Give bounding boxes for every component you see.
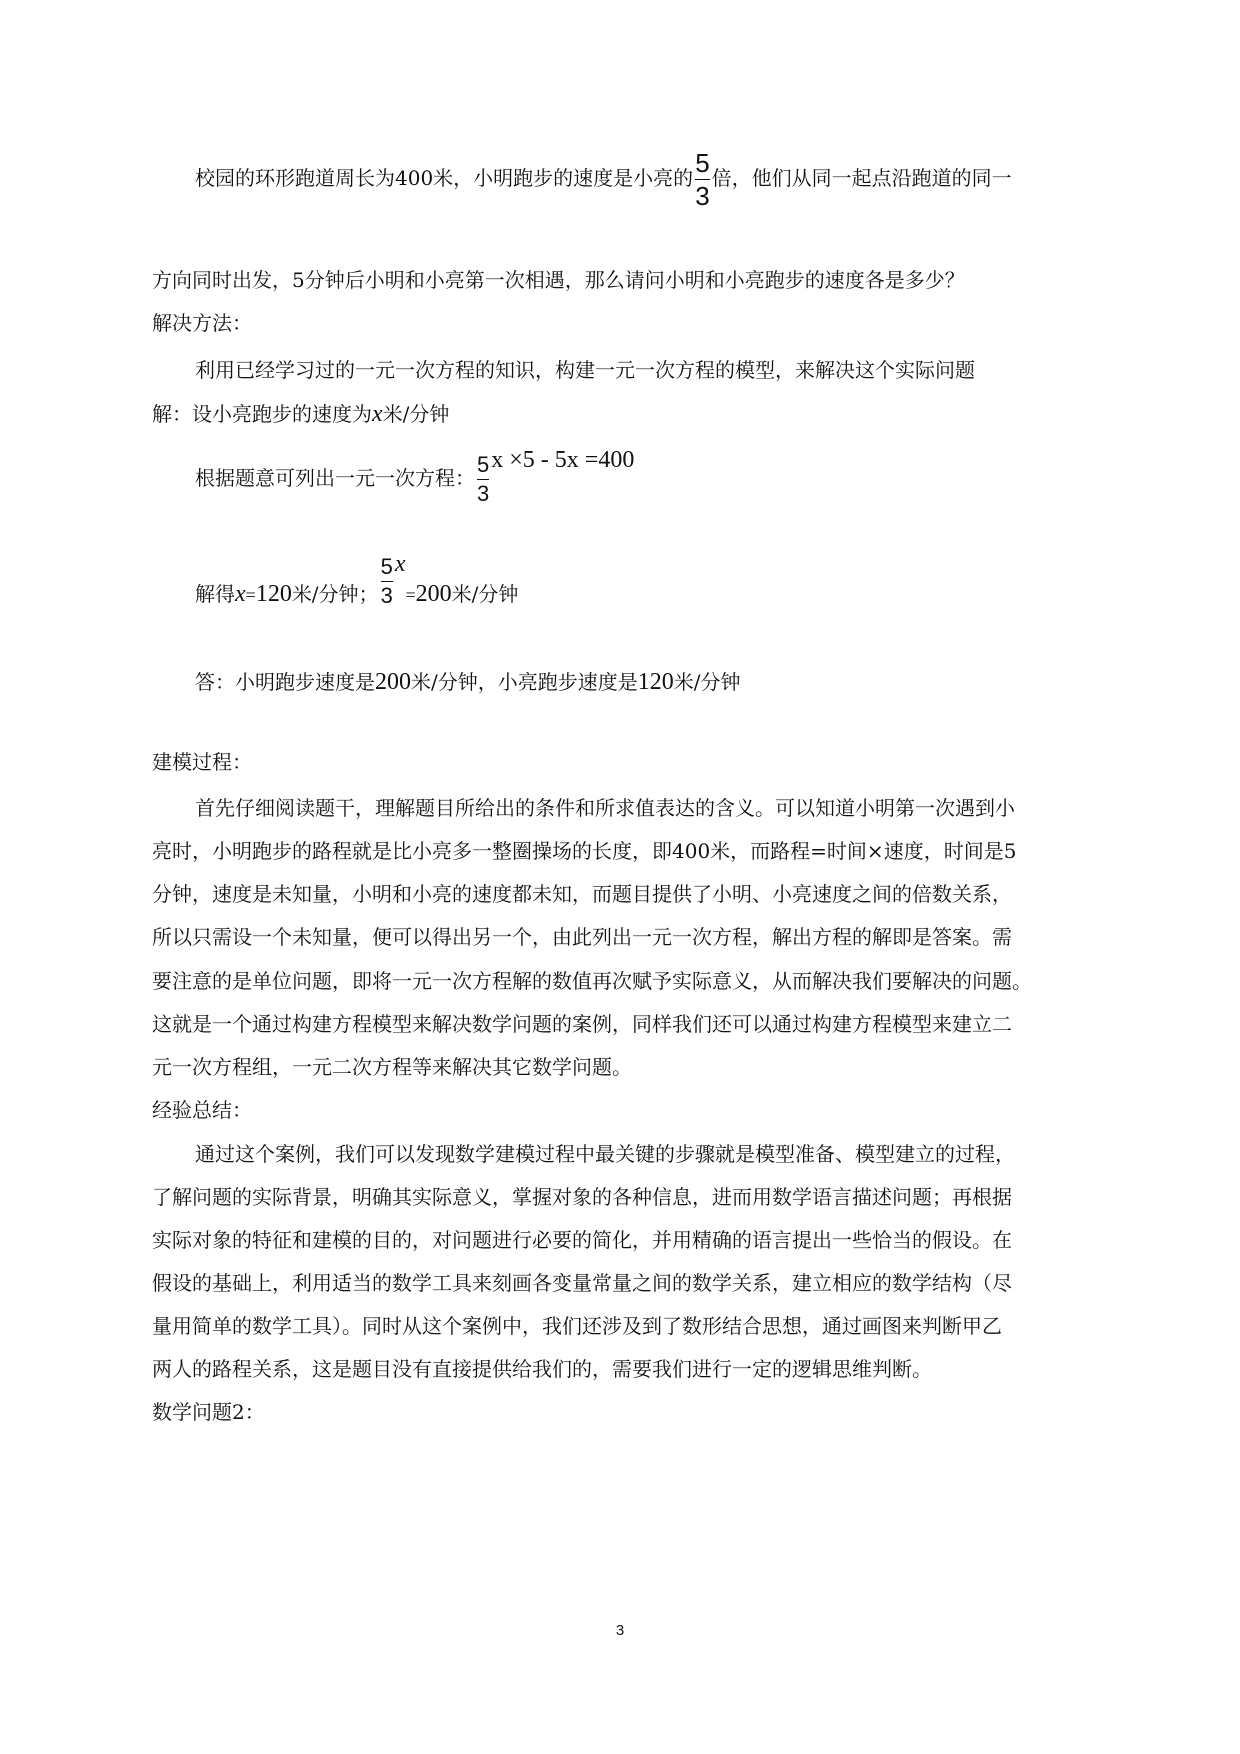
summary-line-3: 实际对象的特征和建模的目的，对问题进行必要的简化，并用精确的语言提出一些恰当的假设。在 (152, 1228, 1012, 1252)
problem-line-2: 方向同时出发，5分钟后小明和小亮第一次相遇，那么请问小明和小亮跑步的速度各是多少？ (152, 268, 965, 292)
page-number: 3 (615, 1622, 625, 1639)
method-text: 利用已经学习过的一元一次方程的知识，构建一元一次方程的模型，来解决这个实际问题 (195, 358, 975, 382)
ratio-denominator: 3 (695, 181, 710, 211)
modeling-line-2: 亮时，小明跑步的路程就是比小亮多一整圈操场的长度，即400米，而路程=时间×速度，时间是5 (152, 839, 1017, 863)
problem-text-b: 倍，他们从同一起点沿跑道的同一 (711, 166, 1012, 190)
equation-numerator: 5 (477, 452, 490, 477)
modeling-line-6: 这就是一个通过构建方程模型来解决数学问题的案例，同样我们还可以通过构建方程模型来建立二 (152, 1012, 1012, 1036)
summary-line-2: 了解问题的实际背景，明确其实际意义，掌握对象的各种信息，进而用数学语言描述问题；再根据 (152, 1185, 1012, 1209)
modeling-line-5: 要注意的是单位问题，即将一元一次方程解的数值再次赋予实际意义，从而解决我们要解决的问题。 (152, 969, 1032, 993)
summary-line-6: 两人的路程关系，这是题目没有直接提供给我们的，需要我们进行一定的逻辑思维判断。 (152, 1357, 932, 1381)
solve-text-b: 米/分钟； (291, 582, 379, 606)
solve-fraction-denominator: 3 (380, 583, 393, 608)
ratio-numerator: 5 (695, 148, 710, 178)
solution-set-line (152, 400, 449, 428)
modeling-line-1: 首先仔细阅读题干，理解题目所给出的条件和所求值表达的含义。可以知道小明第一次遇到小 (195, 796, 1015, 820)
summary-line-5: 量用简单的数学工具）。同时从这个案例中，我们还涉及到了数形结合思想，通过画图来判断甲乙 (152, 1314, 1002, 1338)
modeling-line-4: 所以只需设一个未知量，便可以得出另一个，由此列出一元一次方程，解出方程的解即是答案。需 (152, 925, 1012, 949)
answer-line (195, 664, 741, 700)
answer-text-a: 答：小明跑步速度是 (195, 670, 375, 694)
solution-set-text-b: 米/分钟 (382, 402, 450, 426)
solve-equals-2: = (405, 585, 416, 605)
solve-value-200: 200 (415, 581, 452, 607)
summary-heading: 经验总结： (152, 1098, 252, 1122)
answer-value-120: 120 (637, 669, 674, 695)
variable-x: x (372, 401, 383, 427)
equation-label: 根据题意可列出一元一次方程： (195, 466, 475, 490)
answer-text-b: 米/分钟，小亮跑步速度是 (411, 670, 638, 694)
solve-fraction-x: x (394, 551, 406, 577)
problem-line-1 (195, 148, 1012, 209)
solve-line (195, 551, 519, 633)
solve-fraction-numerator: 5 (380, 554, 393, 579)
modeling-heading: 建模过程： (152, 750, 252, 774)
answer-value-200: 200 (375, 669, 411, 695)
equation-denominator: 3 (477, 481, 490, 506)
solve-equals-1: = (245, 585, 256, 605)
solve-fraction (381, 556, 393, 607)
ratio-fraction (695, 150, 709, 209)
equation-line (195, 440, 634, 516)
next-problem-heading: 数学问题2： (152, 1400, 265, 1424)
problem-text-a: 校园的环形跑道周长为400米，小明跑步的速度是小亮的 (195, 166, 694, 190)
modeling-line-3: 分钟，速度是未知量，小明和小亮的速度都未知，而题目提供了小明、小亮速度之间的倍数关系， (152, 882, 1012, 906)
solve-text-a: 解得 (195, 582, 235, 606)
equation-expression: x ×5 - 5x =400 (491, 447, 635, 473)
solve-value-120: 120 (255, 581, 292, 607)
solve-x: x (235, 581, 246, 607)
method-heading: 解决方法： (152, 311, 252, 335)
solution-set-text-a: 解：设小亮跑步的速度为 (152, 402, 372, 426)
equation-fraction (477, 454, 489, 505)
solve-text-c: 米/分钟 (451, 582, 519, 606)
modeling-line-7: 元一次方程组，一元二次方程等来解决其它数学问题。 (152, 1055, 632, 1079)
answer-text-c: 米/分钟 (673, 670, 741, 694)
summary-line-4: 假设的基础上，利用适当的数学工具来刻画各变量常量之间的数学关系，建立相应的数学结构（尽 (152, 1271, 1012, 1295)
summary-line-1: 通过这个案例，我们可以发现数学建模过程中最关键的步骤就是模型准备、模型建立的过程， (195, 1142, 1015, 1166)
